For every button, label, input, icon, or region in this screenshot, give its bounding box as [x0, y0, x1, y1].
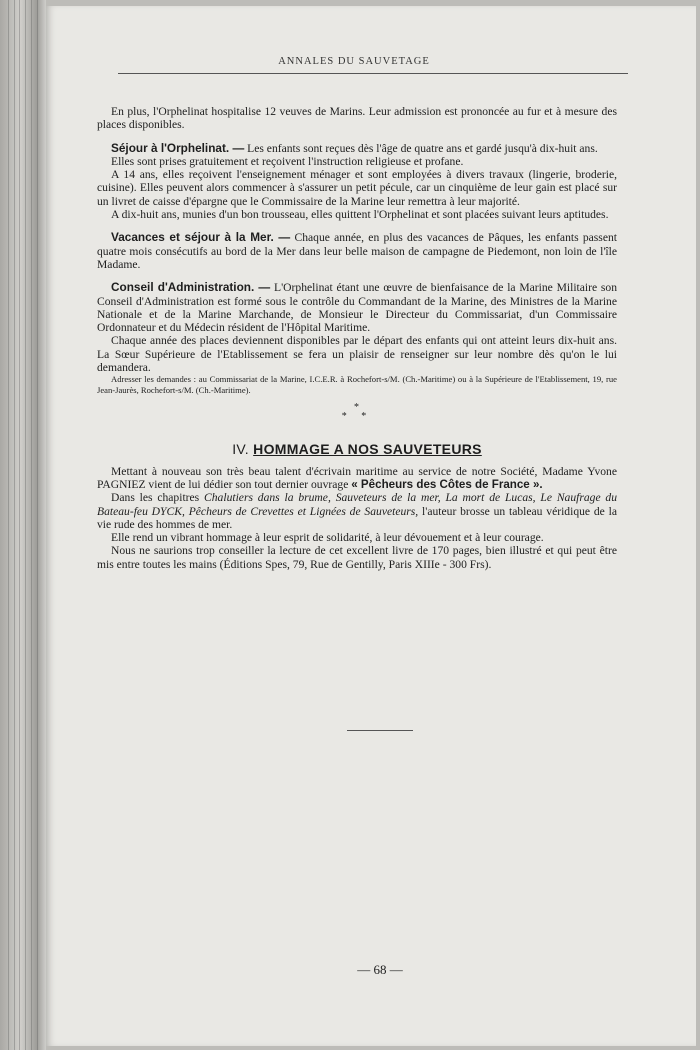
sejour-section [97, 142, 617, 222]
conseil-paragraph-2: Chaque année des places deviennent disponibles par le départ des enfants qui ont atteint leurs dix-huit ans. La Sœur Supérieure de l'Etablissement se fera un plaisir de renseigner sur leur nombre dès qu'on le lui demandera. [97, 334, 617, 375]
chapters-intro: Dans les chapitres [111, 491, 200, 505]
hommage-paragraph-3: Elle rend un vibrant hommage à leur esprit de solidarité, à leur dévouement et à leur courage. [111, 531, 544, 545]
intro-paragraph: En plus, l'Orphelinat hospitalise 12 veuves de Marins. Leur admission est prononcée au fur et à mesure des places disponibles. [97, 105, 617, 132]
sejour-text-1: Les enfants sont reçues dès l'âge de quatre ans et gardé jusqu'à dix-huit ans. [247, 141, 598, 155]
address-footnote: Adresser les demandes : au Commissariat de la Marine, I.C.E.R. à Rochefort-s/M. (Ch.-Maritime) ou à la Supérieure de l'Etablissement, 19, rue Jean-Jaurès, Rochefort-s/M. (Ch.-Maritime). [97, 374, 617, 395]
conseil-paragraph-1 [97, 281, 617, 334]
page-number: — 68 — [357, 962, 403, 977]
chapters-end: l'auteur brosse un tableau véridique de la vie rude des hommes de mer. [97, 504, 618, 531]
section-number: IV. [232, 441, 249, 458]
conseil-text-1: L'Orphelinat étant une œuvre de bienfaisance de la Marine Militaire son Conseil d'Administration est formé sous le contrôle du Commandant de la Marine, des Ministres de la Marine Nationale et de la Marine Marchande, de Monsieur le Directeur du Commissariat, d'un Commissaire Ordonnateur et du Médecin résident de l'Hôpital Maritime. [97, 281, 618, 335]
sejour-paragraph-1 [97, 142, 617, 155]
section-iv-title [97, 443, 617, 456]
conseil-heading: Conseil d'Administration. — [111, 280, 271, 295]
vacances-paragraph [97, 231, 617, 271]
sejour-paragraph-2: Elles sont prises gratuitement et reçoivent l'instruction religieuse et profane. [111, 154, 464, 168]
intro-section [97, 105, 617, 132]
vacances-section [97, 231, 617, 271]
book-title: « Pêcheurs des Côtes de France ». [351, 477, 543, 491]
hommage-paragraph-2 [97, 491, 617, 531]
vacances-text: Chaque année, en plus des vacances de Pâques, les enfants passent quatre mois consécutifs au bord de la Mer dans leur belle maison de campagne de Piedemont, non loin de l'île Madame. [97, 231, 617, 271]
hommage-section [97, 465, 617, 571]
chapter-4: Le Naufrage du Bateau-feu DYCK, [97, 491, 618, 518]
book-spine-edge [0, 0, 46, 1050]
chapter-3: La mort de Lucas, [445, 491, 536, 505]
sejour-heading: Séjour à l'Orphelinat. — [111, 140, 245, 155]
section-title: HOMMAGE A NOS SAUVETEURS [253, 441, 482, 458]
page-content [97, 105, 617, 571]
asterism-bottom: * * [341, 411, 373, 423]
asterism-top: * [354, 402, 360, 414]
conseil-section [97, 281, 617, 374]
header-rule [118, 73, 628, 74]
chapter-2: Sauveteurs de la mer, [335, 491, 441, 505]
sejour-paragraph-4: A dix-huit ans, munies d'un bon trousseau, elles quittent l'Orphelinat et sont placées suivant leurs aptitudes. [111, 208, 609, 222]
chapter-5: Pêcheurs de Crevettes et Lignées de Sauveteurs, [188, 504, 419, 518]
running-title: ANNALES DU SAUVETAGE [278, 56, 430, 67]
hommage-paragraph-4: Nous ne saurions trop conseiller la lecture de cet excellent livre de 170 pages, bien illustré et qui peut être mis entre toutes les mains (Éditions Spes, 79, Rue de Gentilly, Paris XIIIe - 300 Frs). [97, 544, 617, 571]
hommage-paragraph-1 [97, 465, 617, 492]
end-rule [347, 730, 413, 731]
hommage-text-1: Mettant à nouveau son très beau talent d'écrivain maritime au service de notre Société, Madame Yvone PAGNIEZ vient de lui dédier son tout dernier ouvrage [97, 464, 617, 491]
chapter-1: Chalutiers dans la brume, [204, 491, 331, 505]
asterism-separator [97, 403, 617, 421]
sejour-paragraph-3: A 14 ans, elles reçoivent l'enseignement ménager et sont employées à divers travaux (lingerie, broderie, cuisine). Elles peuvent alors commencer à s'assurer un petit pécule, car un cinquième de leur gain est placé sur un livret de caisse d'épargne que le Commissaire de la Marine leur remettra à leur majorité. [97, 168, 617, 208]
vacances-heading: Vacances et séjour à la Mer. — [111, 230, 291, 245]
